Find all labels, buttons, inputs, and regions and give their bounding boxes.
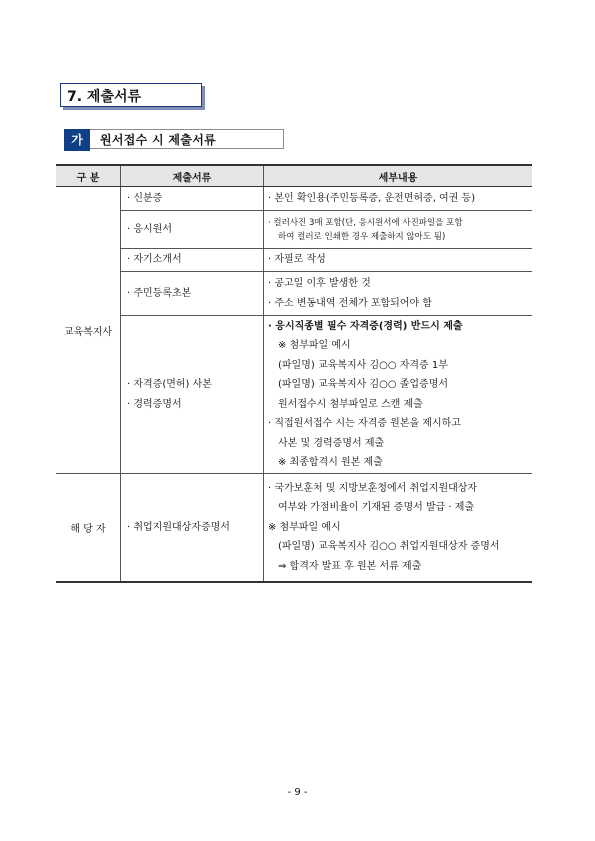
details-cell bbox=[264, 249, 533, 272]
document-name: · 자기소개서 bbox=[127, 254, 182, 266]
detail-line: 여부와 가점비율이 기재된 증명서 발급 · 제출 bbox=[278, 502, 475, 513]
detail-line: · 공고일 이후 발생한 것 bbox=[268, 278, 371, 289]
document-cell bbox=[121, 474, 264, 582]
header-category: 구 분 bbox=[56, 165, 121, 187]
document-name: · 신분증 bbox=[127, 192, 163, 204]
detail-line: · 응시직종별 필수 자격증(경력) 반드시 제출 bbox=[268, 320, 463, 332]
details-cell bbox=[264, 474, 533, 582]
section-title: 7. 제출서류 bbox=[67, 89, 142, 105]
document-cell bbox=[121, 211, 264, 249]
table-row bbox=[56, 272, 532, 316]
subsection-title: 원서접수 시 제출서류 bbox=[90, 129, 284, 149]
table-row bbox=[56, 316, 532, 474]
detail-line: · 직접원서접수 시는 자격증 원본을 제시하고 bbox=[268, 418, 461, 429]
table-row bbox=[56, 187, 532, 211]
subsection-heading bbox=[64, 129, 286, 151]
detail-line: 하여 컬러로 인쇄한 경우 제출하지 않아도 됨) bbox=[278, 231, 446, 242]
detail-line: ※ 첨부파일 예시 bbox=[268, 521, 341, 533]
section-heading bbox=[60, 83, 202, 107]
detail-line: 사본 및 경력증명서 제출 bbox=[278, 437, 385, 449]
detail-line: · 컬러사진 3매 포함(단, 응시원서에 사진파일을 포함 bbox=[268, 217, 463, 228]
detail-line: 원서접수시 첨부파일로 스캔 제출 bbox=[278, 398, 423, 410]
table-row bbox=[56, 211, 532, 249]
detail-line: (파일명) 교육복지사 김○○ 자격증 1부 bbox=[278, 359, 448, 371]
document-name: · 취업지원대상자증명서 bbox=[127, 521, 230, 533]
details-cell bbox=[264, 316, 533, 474]
category-cell: 교육복지사 bbox=[56, 187, 121, 474]
category-cell: 해 당 자 bbox=[56, 474, 121, 582]
detail-line: · 국가보훈처 및 지방보훈청에서 취업지원대상자 bbox=[268, 482, 478, 494]
header-details: 세부내용 bbox=[264, 165, 533, 187]
document-name: · 주민등록초본 bbox=[127, 287, 192, 299]
detail-line: (파일명) 교육복지사 김○○ 졸업증명서 bbox=[278, 379, 449, 390]
page-number: - 9 - bbox=[287, 787, 308, 798]
detail-line: (파일명) 교육복지사 김○○ 취업지원대상자 증명서 bbox=[278, 541, 500, 552]
detail-line: ⇒ 합격자 발표 후 원본 서류 제출 bbox=[278, 560, 422, 572]
document-cell bbox=[121, 249, 264, 272]
detail-line: · 본인 확인용(주민등록증, 운전면허증, 여권 등) bbox=[268, 192, 476, 204]
document-name: · 자격증(면허) 사본 bbox=[127, 379, 212, 390]
detail-line: ※ 첨부파일 예시 bbox=[278, 340, 351, 351]
required-documents-table bbox=[56, 164, 532, 583]
document-cell bbox=[121, 272, 264, 316]
details-cell bbox=[264, 211, 533, 249]
document-name: · 경력증명서 bbox=[127, 398, 182, 410]
document-cell bbox=[121, 316, 264, 474]
detail-line: · 주소 변동내역 전체가 포함되어야 함 bbox=[268, 297, 432, 309]
header-document: 제출서류 bbox=[121, 165, 264, 187]
document-name: · 응시원서 bbox=[127, 223, 172, 235]
table-row bbox=[56, 249, 532, 272]
detail-line: ※ 최종합격시 원본 제출 bbox=[278, 457, 383, 468]
table-header-row bbox=[56, 165, 532, 187]
table-row bbox=[56, 474, 532, 582]
details-cell bbox=[264, 272, 533, 316]
subsection-badge: 가 bbox=[64, 129, 90, 151]
detail-line: · 자필로 작성 bbox=[268, 254, 326, 266]
document-cell bbox=[121, 187, 264, 211]
details-cell bbox=[264, 187, 533, 211]
